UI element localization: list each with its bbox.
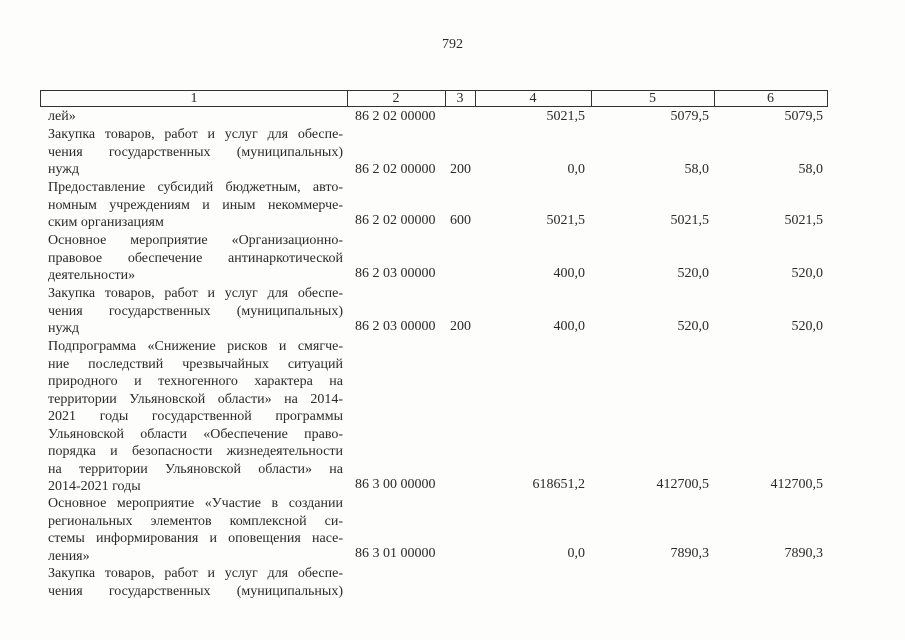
header-col-1: 1 [190, 91, 198, 106]
description-line: Ульяновской области «Обеспечение право- [48, 426, 343, 442]
row-description [48, 232, 343, 285]
description-line: 2014-2021 годы [48, 479, 141, 494]
row-value-col6: 412700,5 [770, 477, 823, 492]
row-value-col4: 400,0 [553, 319, 585, 334]
row-value-col6: 58,0 [798, 162, 823, 177]
row-value-col4: 400,0 [553, 266, 585, 281]
row-code: 86 2 03 00000 [355, 266, 436, 281]
description-line: стемы информирования и оповещения насе- [48, 531, 343, 546]
row-description [48, 126, 343, 179]
description-line: нужд [48, 162, 80, 177]
description-line: лей» [48, 109, 76, 124]
row-value-col6: 7890,3 [784, 546, 823, 561]
row-code: 86 2 02 00000 [355, 109, 436, 124]
description-line: порядка и безопасности жизнедеятельности [48, 444, 343, 459]
row-value-col5: 5079,5 [670, 109, 709, 124]
row-description [48, 338, 343, 496]
header-col-3: 3 [456, 91, 464, 106]
row-value-col6: 5021,5 [784, 213, 823, 228]
row-value-col4: 5021,5 [546, 109, 585, 124]
table-header-row [40, 90, 828, 107]
description-line: территории Ульяновской области» на 2014- [48, 391, 343, 407]
description-line: Закупка товаров, работ и услуг для обеспе- [48, 127, 343, 142]
row-value-col5: 520,0 [677, 266, 709, 281]
row-value-col4: 0,0 [567, 162, 585, 177]
description-line: на территории Ульяновской области» на [48, 461, 343, 477]
row-expense-type: 200 [450, 319, 471, 334]
description-line: Подпрограмма «Снижение рисков и смягче- [48, 339, 343, 354]
description-line: чения государственных (муниципальных) [48, 583, 343, 599]
description-line: ние последствий чрезвычайных ситуаций [48, 356, 343, 372]
row-description [48, 108, 343, 126]
description-line: Закупка товаров, работ и услуг для обеспе- [48, 286, 343, 301]
row-value-col4: 618651,2 [532, 477, 585, 492]
description-line: деятельности» [48, 268, 136, 283]
row-value-col6: 520,0 [791, 319, 823, 334]
description-line: Закупка товаров, работ и услуг для обеспе- [48, 566, 343, 581]
row-code: 86 2 02 00000 [355, 213, 436, 228]
row-value-col5: 520,0 [677, 319, 709, 334]
row-expense-type: 600 [450, 213, 471, 228]
description-line: чения государственных (муниципальных) [48, 144, 343, 160]
description-line: региональных элементов комплексной си- [48, 513, 343, 529]
row-description [48, 565, 343, 600]
header-col-4: 4 [529, 91, 537, 106]
row-value-col5: 58,0 [684, 162, 709, 177]
row-value-col6: 520,0 [791, 266, 823, 281]
row-description [48, 495, 343, 565]
page-number: 792 [442, 37, 463, 52]
row-value-col6: 5079,5 [784, 109, 823, 124]
description-line: нужд [48, 321, 80, 336]
description-line: чения государственных (муниципальных) [48, 303, 343, 319]
row-code: 86 3 00 00000 [355, 477, 436, 492]
row-code: 86 3 01 00000 [355, 546, 436, 561]
description-line: 2021 годы государственной программы [48, 409, 343, 424]
description-line: ления» [48, 548, 90, 564]
row-description [48, 179, 343, 232]
row-value-col4: 5021,5 [546, 213, 585, 228]
description-line: Основное мероприятие «Организационно- [48, 233, 343, 248]
header-col-5: 5 [649, 91, 656, 106]
row-value-col5: 5021,5 [670, 213, 709, 228]
row-value-col4: 0,0 [567, 546, 585, 561]
row-value-col5: 7890,3 [670, 546, 709, 561]
description-line: природного и техногенного характера на [48, 374, 343, 389]
row-code: 86 2 02 00000 [355, 162, 436, 177]
description-line: правовое обеспечение антинаркотической [48, 250, 343, 266]
description-line: ским организациям [48, 215, 164, 230]
row-expense-type: 200 [450, 162, 471, 177]
description-line: номным учреждениям и иным некоммерче- [48, 197, 343, 213]
row-description [48, 285, 343, 338]
description-line: Предоставление субсидий бюджетным, авто- [48, 180, 343, 195]
description-line: Основное мероприятие «Участие в создании [48, 496, 343, 511]
row-value-col5: 412700,5 [656, 477, 709, 492]
header-col-2: 2 [392, 91, 400, 106]
header-col-6: 6 [767, 91, 774, 106]
row-code: 86 2 03 00000 [355, 319, 436, 334]
